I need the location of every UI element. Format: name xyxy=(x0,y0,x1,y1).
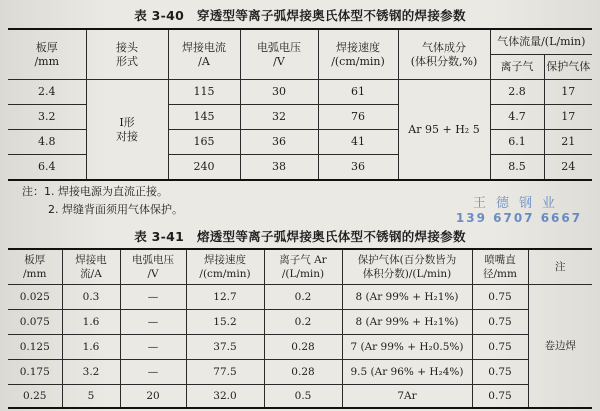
cell-ion: 4.7 xyxy=(490,105,544,130)
cell-current: 5 xyxy=(62,385,120,409)
cell-ion: 0.28 xyxy=(264,335,342,360)
cell-nozzle: 0.75 xyxy=(472,385,528,409)
cell-voltage: 32 xyxy=(240,105,318,130)
cell-joint: I形 对接 xyxy=(86,80,168,181)
note-2: 2. 焊缝背面须用气体保护。 xyxy=(48,203,183,216)
header-flow: 气体流量/(L/min) xyxy=(490,29,592,55)
cell-ion: 0.5 xyxy=(264,385,342,409)
cell-speed: 77.5 xyxy=(186,360,264,385)
cell-voltage: — xyxy=(120,285,186,310)
cell-voltage: 36 xyxy=(240,130,318,155)
table-title: 表 3-41 熔透型等离子弧焊接奥氏体型不锈钢的焊接参数 xyxy=(134,229,466,244)
watermark-stamp xyxy=(444,192,594,225)
cell-ion: 2.8 xyxy=(490,80,544,105)
cell-thickness: 4.8 xyxy=(8,130,86,155)
cell-current: 145 xyxy=(168,105,240,130)
cell-thickness: 3.2 xyxy=(8,105,86,130)
header-gas: 气体成分 (体积分数,%) xyxy=(398,29,490,80)
cell-ion: 0.2 xyxy=(264,310,342,335)
stamp-company: 王德钢业 xyxy=(472,196,565,211)
header-thickness: 板厚 /mm xyxy=(8,249,62,285)
welding-parameters-table-keyhole xyxy=(8,28,592,181)
cell-ion: 6.1 xyxy=(490,130,544,155)
cell-shield: 17 xyxy=(544,80,592,105)
cell-speed: 32.0 xyxy=(186,385,264,409)
header-speed: 焊接速度 /(cm/min) xyxy=(186,249,264,285)
cell-ion: 0.28 xyxy=(264,360,342,385)
cell-speed: 41 xyxy=(318,130,398,155)
cell-voltage: 20 xyxy=(120,385,186,409)
cell-ion: 8.5 xyxy=(490,155,544,181)
cell-shield: 9.5 (Ar 96% + H₂4%) xyxy=(342,360,472,385)
cell-thickness: 0.125 xyxy=(8,335,62,360)
cell-nozzle: 0.75 xyxy=(472,360,528,385)
cell-speed: 12.7 xyxy=(186,285,264,310)
stamp-phone: 139 6707 6667 xyxy=(455,211,583,225)
header-speed: 焊接速度 /(cm/min) xyxy=(318,29,398,80)
cell-thickness: 2.4 xyxy=(8,80,86,105)
table-row xyxy=(8,360,592,385)
cell-thickness: 0.025 xyxy=(8,285,62,310)
header-ion-gas: 离子气 xyxy=(490,55,544,80)
header-nozzle: 喷嘴直 径/mm xyxy=(472,249,528,285)
cell-speed: 37.5 xyxy=(186,335,264,360)
header-shield-gas: 保护气体 xyxy=(544,55,592,80)
cell-thickness: 0.075 xyxy=(8,310,62,335)
header-thickness: 板厚 /mm xyxy=(8,29,86,80)
cell-voltage: 30 xyxy=(240,80,318,105)
cell-voltage: — xyxy=(120,360,186,385)
table-row xyxy=(8,310,592,335)
note-1: 注：1. 焊接电源为直流正接。 xyxy=(22,185,168,198)
header-note: 注 xyxy=(528,249,592,285)
cell-nozzle: 0.75 xyxy=(472,335,528,360)
table-title: 表 3-40 穿透型等离子弧焊接奥氏体型不锈钢的焊接参数 xyxy=(134,8,466,23)
table-row xyxy=(8,285,592,310)
table-notes xyxy=(22,183,183,219)
table-row xyxy=(8,335,592,360)
table-row xyxy=(8,385,592,409)
cell-current: 1.6 xyxy=(62,310,120,335)
header-current: 焊接电流 /A xyxy=(168,29,240,80)
cell-current: 240 xyxy=(168,155,240,181)
header-voltage: 电弧电压 /V xyxy=(240,29,318,80)
cell-note: 卷边焊 xyxy=(528,285,592,409)
cell-ion: 0.2 xyxy=(264,285,342,310)
welding-parameters-table-melt-in xyxy=(8,248,592,409)
cell-shield: 24 xyxy=(544,155,592,181)
cell-nozzle: 0.75 xyxy=(472,285,528,310)
cell-speed: 76 xyxy=(318,105,398,130)
cell-shield: 8 (Ar 99% + H₂1%) xyxy=(342,310,472,335)
cell-voltage: 38 xyxy=(240,155,318,181)
cell-thickness: 6.4 xyxy=(8,155,86,181)
cell-voltage: — xyxy=(120,310,186,335)
cell-gas: Ar 95 + H₂ 5 xyxy=(398,80,490,181)
header-voltage: 电弧电压 /V xyxy=(120,249,186,285)
cell-shield: 17 xyxy=(544,105,592,130)
header-current: 焊接电 流/A xyxy=(62,249,120,285)
cell-current: 1.6 xyxy=(62,335,120,360)
cell-shield: 8 (Ar 99% + H₂1%) xyxy=(342,285,472,310)
cell-shield: 7Ar xyxy=(342,385,472,409)
cell-shield: 21 xyxy=(544,130,592,155)
header-ion-gas: 离子气 Ar /(L/min) xyxy=(264,249,342,285)
cell-shield: 7 (Ar 99% + H₂0.5%) xyxy=(342,335,472,360)
cell-speed: 36 xyxy=(318,155,398,181)
cell-thickness: 0.25 xyxy=(8,385,62,409)
cell-current: 165 xyxy=(168,130,240,155)
cell-speed: 61 xyxy=(318,80,398,105)
cell-speed: 15.2 xyxy=(186,310,264,335)
header-shield-gas: 保护气体(百分数皆为 体积分数)/(L/min) xyxy=(342,249,472,285)
cell-current: 0.3 xyxy=(62,285,120,310)
cell-voltage: — xyxy=(120,335,186,360)
cell-current: 3.2 xyxy=(62,360,120,385)
table-row xyxy=(8,80,592,105)
cell-thickness: 0.175 xyxy=(8,360,62,385)
header-joint: 接头 形式 xyxy=(86,29,168,80)
cell-nozzle: 0.75 xyxy=(472,310,528,335)
cell-current: 115 xyxy=(168,80,240,105)
